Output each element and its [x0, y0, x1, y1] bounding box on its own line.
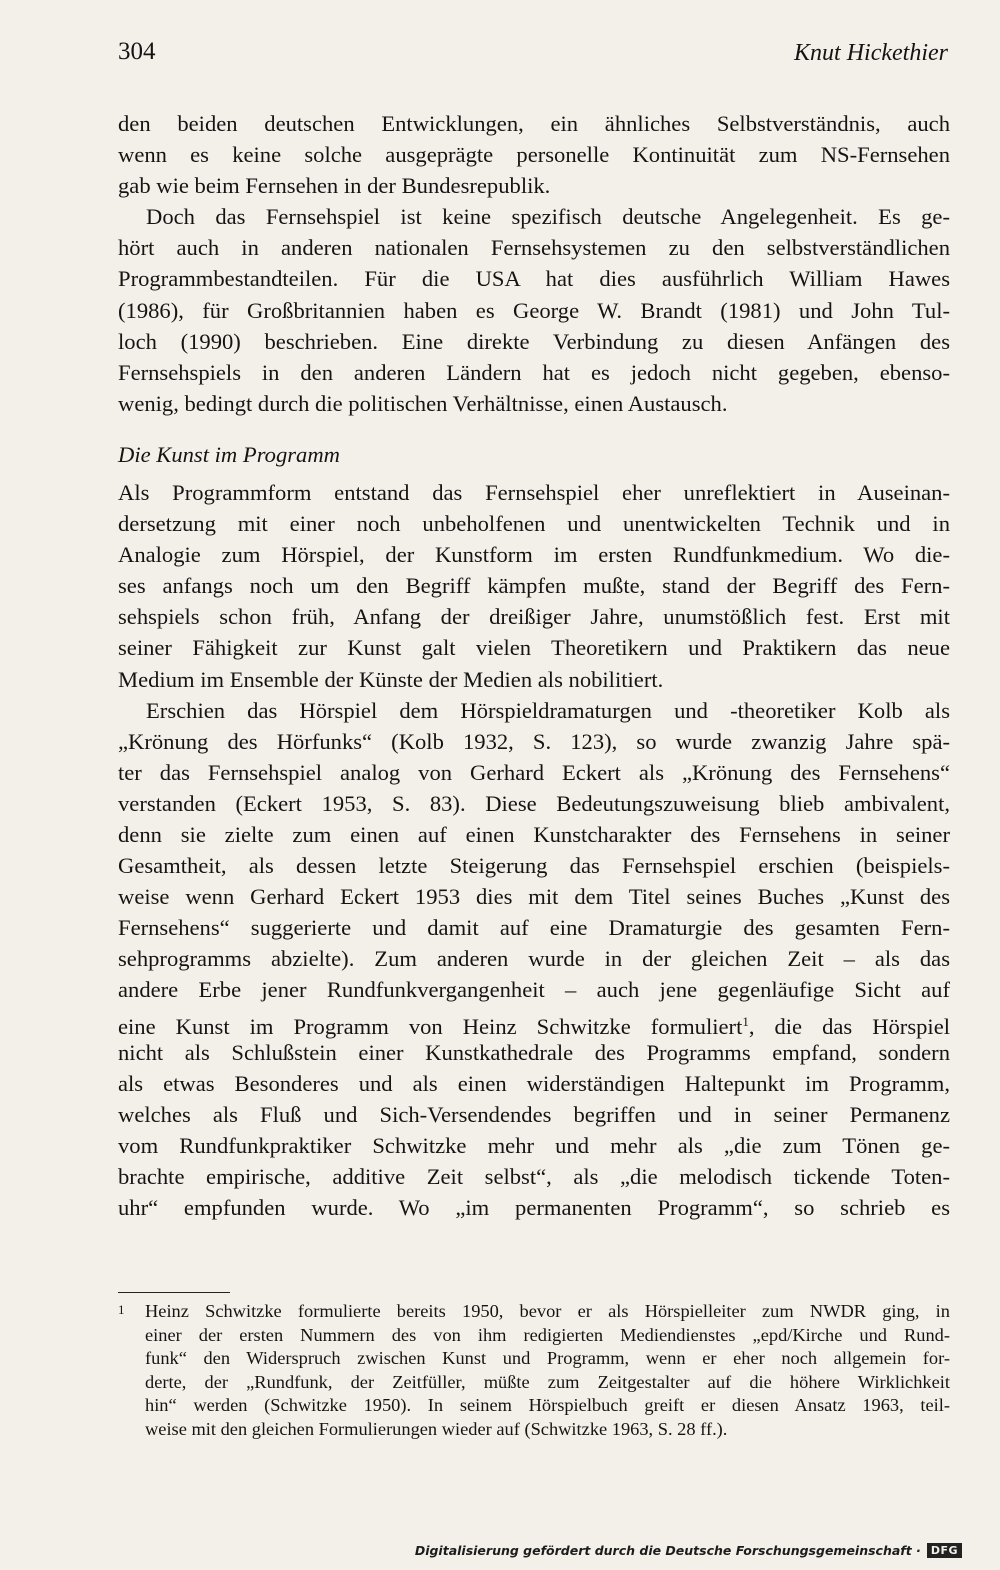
text-line: Gesamtheit, als dessen letzte Steigerung das Fernsehspiel erschien (beispiels-	[118, 853, 950, 879]
footnote-marker: 1	[118, 1302, 125, 1317]
text-line: Medium im Ensemble der Künste der Medien als nobilitiert.	[118, 666, 664, 692]
text-line: seiner Fähigkeit zur Kunst galt vielen Theoretikern und Praktikern das neue	[118, 635, 950, 661]
text-line: nicht als Schlußstein einer Kunstkathedrale des Programms empfand, sondern	[118, 1039, 950, 1065]
text-line: ses anfangs noch um den Begriff kämpfen mußte, stand der Begriff des Fern-	[118, 573, 950, 599]
section-heading: Die Kunst im Programm	[118, 441, 340, 467]
text-line: denn sie zielte zum einen auf einen Kunstcharakter des Fernsehens in seiner	[118, 821, 950, 847]
text-line: Fernsehens“ suggerierte und damit auf eine Dramaturgie des gesamten Fern-	[118, 915, 950, 941]
footnote-line: einer der ersten Nummern des von ihm redigierten Mediendienstes „epd/Kirche und Rund-	[145, 1324, 950, 1345]
footnote-divider	[118, 1292, 230, 1293]
paragraph	[118, 201, 950, 419]
text-line: hört auch in anderen nationalen Fernsehsystemen zu den selbstverständlichen	[118, 235, 950, 261]
text-line: weise wenn Gerhard Eckert 1953 dies mit dem Titel seines Buches „Kunst des	[118, 884, 950, 910]
paragraph	[118, 108, 950, 201]
footnote-line: hin“ werden (Schwitzke 1950). In seinem Hörspielbuch greift er diesen Ansatz 1963, teil-	[145, 1395, 950, 1415]
footnote-line: Heinz Schwitzke formulierte bereits 1950, bevor er als Hörspielleiter zum NWDR ging, in	[145, 1301, 950, 1321]
text-line: Erschien das Hörspiel dem Hörspieldramaturgen und -theoretiker Kolb als	[146, 697, 950, 723]
text-line: vom Rundfunkpraktiker Schwitzke mehr und mehr als „die zum Tönen ge-	[118, 1132, 950, 1158]
text-line: als etwas Besonderes und als einen widerständigen Haltepunkt im Programm,	[118, 1070, 950, 1096]
running-head: Knut Hickethier	[794, 40, 948, 66]
page-number: 304	[118, 38, 156, 65]
digitization-credit: Digitalisierung gefördert durch die Deutsche Forschungsgemeinschaft ·	[414, 1543, 921, 1558]
paragraph	[118, 695, 950, 1224]
text-line: Fernsehspiels in den anderen Ländern hat es jedoch nicht gegeben, ebenso-	[118, 359, 950, 385]
body-text	[118, 108, 950, 1223]
text-line: wenn es keine solche ausgeprägte personelle Kontinuität zum NS-Fernsehen	[118, 142, 950, 168]
footnote-line: weise mit den gleichen Formulierungen wieder auf (Schwitzke 1963, S. 28 ff.).	[145, 1418, 728, 1439]
text-line: verstanden (Eckert 1953, S. 83). Diese Bedeutungszuweisung blieb ambivalent,	[118, 790, 950, 816]
text-line: welches als Fluß und Sich-Versendendes begriffen und in seiner Permanenz	[118, 1101, 950, 1127]
text-line: Programmbestandteilen. Für die USA hat dies ausführlich William Hawes	[118, 266, 950, 292]
text-line: „Krönung des Hörfunks“ (Kolb 1932, S. 123), so wurde zwanzig Jahre spä-	[118, 728, 950, 754]
text-line: loch (1990) beschrieben. Eine direkte Verbindung zu diesen Anfängen des	[118, 328, 950, 354]
text-line: (1986), für Großbritannien haben es George W. Brandt (1981) und John Tul-	[118, 297, 950, 323]
text-line: andere Erbe jener Rundfunkvergangenheit – auch jene gegenläufige Sicht auf	[118, 977, 950, 1003]
footnote-line: derte, der „Rundfunk, der Zeitfüller, müßte zum Zeitgestalter auf die höhere Wirklichkeit	[145, 1371, 950, 1392]
text-line: sehprogramms abzielte). Zum anderen wurde in der gleichen Zeit – als das	[118, 946, 950, 972]
text-line: den beiden deutschen Entwicklungen, ein ähnliches Selbstverständnis, auch	[118, 111, 950, 136]
text-line: wenig, bedingt durch die politischen Verhältnisse, einen Austausch.	[118, 390, 728, 416]
text-line: Doch das Fernsehspiel ist keine spezifisch deutsche Angelegenheit. Es ge-	[146, 204, 950, 230]
footnote-line: funk“ den Widerspruch zwischen Kunst und Programm, wenn er eher noch allgemein for-	[145, 1348, 950, 1368]
text-line	[118, 1006, 950, 1037]
text-line: sehspiels schon früh, Anfang der dreißiger Jahre, unumstößlich fest. Erst mit	[118, 604, 950, 630]
paragraph	[118, 477, 950, 695]
footnote-text	[145, 1300, 950, 1441]
text-segment: eine Kunst im Programm von Heinz Schwitzke formuliert	[118, 1013, 743, 1039]
text-line: gab wie beim Fernsehen in der Bundesrepublik.	[118, 173, 551, 199]
dfg-logo: DFG	[927, 1543, 962, 1558]
text-line: Als Programmform entstand das Fernsehspiel eher unreflektiert in Auseinan-	[118, 479, 950, 505]
footnote	[118, 1300, 950, 1441]
text-line: Analogie zum Hörspiel, der Kunstform im ersten Rundfunkmedium. Wo die-	[118, 542, 950, 568]
footnote-reference[interactable]: 1	[742, 1013, 749, 1029]
text-line: ter das Fernsehspiel analog von Gerhard Eckert als „Krönung des Fernsehens“	[118, 759, 950, 785]
text-segment: , die das Hörspiel	[748, 1013, 950, 1039]
text-line: uhr“ empfunden wurde. Wo „im permanenten Programm“, so schrieb es	[118, 1195, 950, 1221]
text-line: brachte empirische, additive Zeit selbst“, als „die melodisch tickende Toten-	[118, 1164, 950, 1189]
text-line: dersetzung mit einer noch unbeholfenen und unentwickelten Technik und in	[118, 511, 950, 537]
digitization-footer	[415, 1543, 962, 1558]
